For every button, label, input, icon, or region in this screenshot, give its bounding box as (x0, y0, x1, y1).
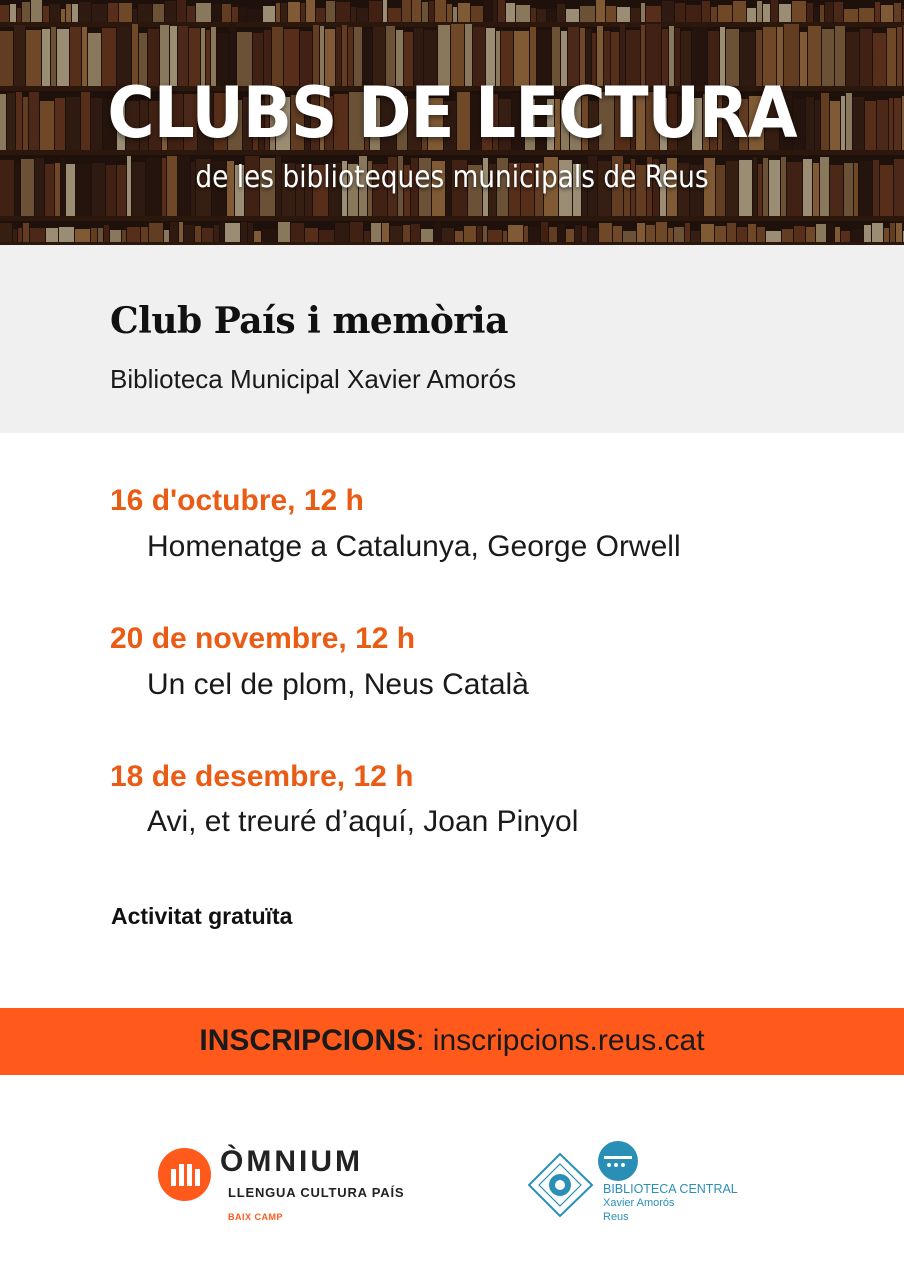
session-book: Homenatge a Catalunya, George Orwell (147, 530, 681, 563)
page-subtitle: de les biblioteques municipals de Reus (195, 160, 709, 195)
registration-text (0, 1024, 904, 1058)
session-book: Un cel de plom, Neus Català (147, 668, 529, 701)
omnium-region: BAIX CAMP (228, 1212, 284, 1222)
library-city: Reus (603, 1211, 629, 1223)
session-date: 16 d'octubre, 12 h (110, 484, 364, 517)
omnium-icon (158, 1148, 211, 1201)
free-activity-note: Activitat gratuïta (111, 903, 293, 929)
library-badge-icon (596, 1140, 640, 1184)
omnium-name: ÒMNIUM (220, 1145, 363, 1178)
library-emblem-icon (528, 1140, 603, 1230)
session-date: 20 de novembre, 12 h (110, 622, 416, 655)
omnium-logo (158, 1145, 418, 1225)
club-name: Club País i memòria (110, 300, 508, 342)
header-banner (0, 0, 904, 245)
session-book: Avi, et treuré d’aquí, Joan Pinyol (147, 805, 579, 838)
library-logo (528, 1140, 748, 1230)
club-venue: Biblioteca Municipal Xavier Amorós (110, 364, 517, 394)
library-subname: Xavier Amorós (603, 1197, 675, 1209)
library-name: BIBLIOTECA CENTRAL (603, 1182, 738, 1196)
registration-link[interactable]: : inscripcions.reus.cat (416, 1024, 705, 1057)
omnium-tagline: LLENGUA CULTURA PAÍS (228, 1185, 405, 1200)
session-date: 18 de desembre, 12 h (110, 760, 414, 793)
registration-label: INSCRIPCIONS (199, 1024, 417, 1057)
page-title: CLUBS DE LECTURA (107, 72, 797, 154)
